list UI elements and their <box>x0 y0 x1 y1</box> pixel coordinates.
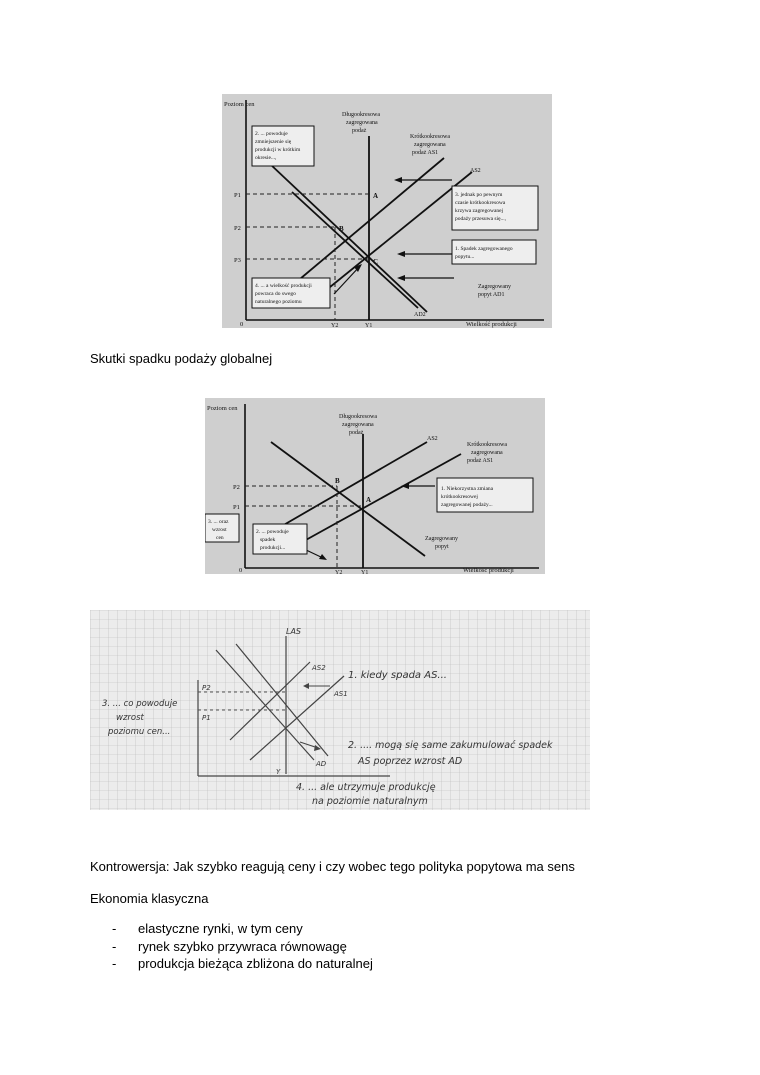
point-b: B <box>335 477 340 485</box>
note2-line3: produkcji... <box>260 545 286 551</box>
y1-label: Y1 <box>365 323 373 328</box>
caption-supply-drop: Skutki spadku podaży globalnej <box>90 351 273 366</box>
ad2-label: AD2 <box>414 312 426 318</box>
lras-label-3: podaż <box>352 128 367 134</box>
list-item: - rynek szybko przywraca równowagę <box>112 938 373 956</box>
p1-label: P1 <box>233 504 240 511</box>
bullet-list <box>112 920 373 973</box>
y1-label: Y1 <box>361 570 369 574</box>
lras-label-1: Długookresowa <box>342 112 380 118</box>
note3-line2: czasie krótkookresowa <box>455 200 506 206</box>
origin-label: 0 <box>239 567 243 574</box>
note2-line2: zmniejszenie się <box>255 139 292 145</box>
note3-line2: wzrost <box>212 527 227 533</box>
note1-line2: krótkookresowej <box>441 494 478 500</box>
p2-label: P2 <box>233 484 240 491</box>
axis-y-label: Poziom cen <box>207 405 238 412</box>
p2-label: P2 <box>234 225 241 232</box>
note3-line4: podaży przesuwa się..., <box>455 216 507 222</box>
as2-label: AS2 <box>470 168 481 174</box>
ad-label-1: Zagregowany <box>425 536 458 542</box>
sras-label-2: zagregowana <box>414 142 446 148</box>
hand-note2-line1: 2. .... mogą się same zakumulować spadek <box>348 740 553 751</box>
hand-note4-line1: 4. ... ale utrzymuje produkcję <box>296 782 436 793</box>
lras-label-1: Długookresowa <box>339 414 377 420</box>
figure-handwritten-notes <box>90 610 590 810</box>
point-b: B <box>339 225 344 233</box>
sras-label-1: Krótkookresowa <box>410 134 450 140</box>
note4-line3: naturalnego poziomu <box>255 299 302 305</box>
sras-label-3: podaż AS1 <box>412 150 439 156</box>
note2-line2: spadek <box>260 537 276 543</box>
note1-line3: zagregowanej podaży... <box>441 502 493 508</box>
note3-line1: 3. ... oraz <box>208 519 229 525</box>
as1-line <box>295 454 461 546</box>
lras-label-2: zagregowana <box>346 120 378 126</box>
hand-note3-line3: poziomu cen... <box>108 727 171 737</box>
note4-line2: powraca do swego <box>255 291 296 297</box>
as2-label: AS2 <box>427 436 438 442</box>
note2-line1: 2. ... powoduje <box>255 131 288 137</box>
list-item: - produkcja bieżąca zbliżona do naturalnej <box>112 955 373 973</box>
p2-label: P2 <box>202 684 211 692</box>
sras-label-2: zagregowana <box>471 450 503 456</box>
sras-label-3: podaż AS1 <box>467 458 494 464</box>
y2-label: Y2 <box>335 570 343 574</box>
note3-line3: krzywa zagregowanej <box>455 208 504 214</box>
paragraph-controversy: Kontrowersja: Jak szybko reagują ceny i czy wobec tego polityka popytowa ma sens <box>90 859 575 874</box>
paragraph-classical-economics: Ekonomia klasyczna <box>90 891 209 906</box>
axis-x-label: Wielkość produkcji <box>466 321 517 328</box>
axis-x-label: Wielkość produkcji <box>463 567 514 574</box>
axis-y-label: Poziom cen <box>224 101 255 108</box>
figure-aggregate-supply-drop <box>205 398 545 574</box>
ad-label-2: popyt <box>435 544 449 550</box>
hand-note2-line2: AS poprzez wzrost AD <box>358 756 463 767</box>
lras-label-3: podaż <box>349 430 364 436</box>
y2-label: Y2 <box>331 323 339 328</box>
las-label: LAS <box>286 627 302 636</box>
as1-label: AS1 <box>334 690 348 698</box>
list-item: - elastyczne rynki, w tym ceny <box>112 920 373 938</box>
note3-line1: 3. jednak po pewnym <box>455 192 503 198</box>
p1-label: P1 <box>202 714 211 722</box>
point-a: A <box>373 192 379 200</box>
p3-label: P3 <box>234 257 241 264</box>
point-a: A <box>366 496 372 504</box>
hand-note4-line2: na poziomie naturalnym <box>312 796 428 807</box>
ad1-label-2: popyt AD1 <box>478 292 505 298</box>
note1-line1: 1. Niekorzystna zmiana <box>441 486 494 492</box>
hand-note1: 1. kiedy spada AS... <box>348 670 447 681</box>
note1-line2: popytu... <box>455 254 475 260</box>
hand-note3-line2: wzrost <box>116 713 144 723</box>
as2-label: AS2 <box>312 664 326 672</box>
ad-label: AD <box>316 760 327 768</box>
note1-line1: 1. Spadek zagregowanego <box>455 246 513 252</box>
figure-aggregate-demand-drop <box>222 94 552 328</box>
p1-label: P1 <box>234 192 241 199</box>
point-c: C <box>373 258 379 266</box>
origin-label: 0 <box>240 321 244 328</box>
note4-line1: 4. ... a wielkość produkcji <box>255 283 312 289</box>
note2-line4: okresie..., <box>255 155 277 161</box>
hand-note3-line1: 3. ... co powoduje <box>102 699 178 709</box>
note2-line3: produkcji w krótkim <box>255 147 301 153</box>
note3-line3: cen <box>216 535 224 541</box>
y-label: Y <box>276 768 281 776</box>
lras-label-2: zagregowana <box>342 422 374 428</box>
note2-line1: 2. ... powoduje <box>256 529 289 535</box>
sras-label-1: Krótkookresowa <box>467 442 507 448</box>
ad1-label-1: Zagregowany <box>478 284 511 290</box>
